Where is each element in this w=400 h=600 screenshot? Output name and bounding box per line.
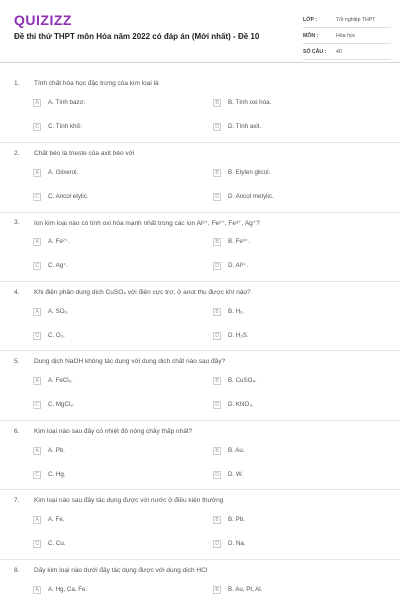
option-text: B. Au. bbox=[228, 447, 245, 454]
option-key-box: B bbox=[213, 238, 221, 246]
option-text: A. SO₂. bbox=[48, 308, 69, 315]
question-number: 3. bbox=[14, 219, 20, 226]
option-d[interactable] bbox=[213, 120, 369, 133]
option-text: B. Pb. bbox=[228, 516, 245, 523]
option-key-box: B bbox=[213, 447, 221, 455]
option-key-box: D bbox=[213, 262, 221, 270]
meta-value: Hóa học bbox=[336, 32, 356, 39]
option-d[interactable] bbox=[213, 398, 369, 411]
option-d[interactable] bbox=[213, 537, 369, 550]
option-key-box: D bbox=[213, 193, 221, 201]
question-number: 1. bbox=[14, 80, 20, 87]
option-d[interactable] bbox=[213, 190, 369, 203]
question-text: Kim loại nào sau đây tác dụng được với nước ở điều kiện thường bbox=[34, 497, 224, 504]
question-text: Ion kim loại nào có tính oxi hóa mạnh nhất trong các ion Al³⁺, Fe²⁺, Fe³⁺, Ag⁺? bbox=[34, 220, 260, 227]
option-text: A. Fe. bbox=[48, 516, 65, 523]
option-a[interactable] bbox=[33, 96, 189, 109]
option-a[interactable] bbox=[33, 374, 189, 387]
option-key-box: C bbox=[33, 401, 41, 409]
page-title: Đề thi thử THPT môn Hóa năm 2022 có đáp án (Mới nhất) - Đề 10 bbox=[14, 32, 260, 41]
question-number: 2. bbox=[14, 150, 20, 157]
option-text: A. Tính bazơ. bbox=[48, 99, 86, 106]
option-key-box: A bbox=[33, 586, 41, 594]
option-a[interactable] bbox=[33, 513, 189, 526]
option-text: B. H₂. bbox=[228, 308, 245, 315]
option-text: D. Tính axit. bbox=[228, 123, 262, 130]
option-text: D. KNO₃. bbox=[228, 401, 254, 408]
quizizz-logo: QUIZIZZ bbox=[14, 12, 72, 28]
option-b[interactable] bbox=[213, 235, 369, 248]
option-key-box: C bbox=[33, 123, 41, 131]
option-a[interactable] bbox=[33, 444, 189, 457]
option-key-box: A bbox=[33, 238, 41, 246]
meta-value: 40 bbox=[336, 48, 342, 55]
option-key-box: D bbox=[213, 540, 221, 548]
option-key-box: B bbox=[213, 586, 221, 594]
option-text: C. Cu. bbox=[48, 540, 66, 547]
question-text: Chất béo là trieste của axit béo với bbox=[34, 150, 135, 157]
option-text: B. Au, Pt, Al. bbox=[228, 586, 263, 593]
meta-row-subject bbox=[303, 28, 391, 44]
option-key-box: B bbox=[213, 99, 221, 107]
option-key-box: C bbox=[33, 262, 41, 270]
option-d[interactable] bbox=[213, 468, 369, 481]
option-text: C. Tính khử. bbox=[48, 123, 83, 130]
meta-label: LỚP : bbox=[303, 16, 318, 23]
option-key-box: A bbox=[33, 516, 41, 524]
option-c[interactable] bbox=[33, 398, 189, 411]
option-a[interactable] bbox=[33, 305, 189, 318]
question-text: Dung dịch NaOH không tác dụng với dung dịch chất nào sau đây? bbox=[34, 358, 226, 365]
option-b[interactable] bbox=[213, 96, 369, 109]
option-key-box: A bbox=[33, 377, 41, 385]
option-c[interactable] bbox=[33, 468, 189, 481]
option-b[interactable] bbox=[213, 305, 369, 318]
question-divider bbox=[0, 281, 400, 282]
option-key-box: B bbox=[213, 169, 221, 177]
option-text: B. Etylen glicol. bbox=[228, 169, 271, 176]
question-divider bbox=[0, 142, 400, 143]
option-text: C. MgCl₂. bbox=[48, 401, 75, 408]
option-key-box: C bbox=[33, 471, 41, 479]
meta-row-class bbox=[303, 12, 391, 28]
option-text: A. Hg, Ca, Fe. bbox=[48, 586, 88, 593]
question-number: 5. bbox=[14, 358, 20, 365]
option-text: C. Ancol etylic. bbox=[48, 193, 89, 200]
meta-table bbox=[303, 12, 391, 60]
option-text: B. CuSO₄. bbox=[228, 377, 257, 384]
option-key-box: D bbox=[213, 471, 221, 479]
option-b[interactable] bbox=[213, 374, 369, 387]
option-c[interactable] bbox=[33, 190, 189, 203]
question-text: Tính chất hóa học đặc trưng của kim loại là bbox=[34, 80, 159, 87]
option-c[interactable] bbox=[33, 259, 189, 272]
option-text: D. H₂S. bbox=[228, 332, 249, 339]
option-text: A. FeCl₂. bbox=[48, 377, 73, 384]
option-key-box: A bbox=[33, 447, 41, 455]
option-c[interactable] bbox=[33, 329, 189, 342]
option-b[interactable] bbox=[213, 166, 369, 179]
meta-label: SỐ CÂU : bbox=[303, 48, 327, 55]
question-divider bbox=[0, 489, 400, 490]
question-text: Kim loại nào sau đây có nhiệt độ nóng chảy thấp nhất? bbox=[34, 428, 193, 435]
question-divider bbox=[0, 420, 400, 421]
option-text: C. Ag⁺. bbox=[48, 262, 69, 269]
option-key-box: A bbox=[33, 99, 41, 107]
question-number: 6. bbox=[14, 428, 20, 435]
option-text: D. Ancol metylic. bbox=[228, 193, 274, 200]
option-text: C. O₂. bbox=[48, 332, 65, 339]
option-text: A. Fe²⁺. bbox=[48, 238, 70, 245]
option-text: D. Na. bbox=[228, 540, 246, 547]
option-a[interactable] bbox=[33, 583, 189, 596]
question-number: 4. bbox=[14, 289, 20, 296]
option-key-box: B bbox=[213, 377, 221, 385]
option-key-box: A bbox=[33, 308, 41, 316]
meta-row-count bbox=[303, 44, 391, 60]
option-a[interactable] bbox=[33, 166, 189, 179]
option-b[interactable] bbox=[213, 513, 369, 526]
option-key-box: D bbox=[213, 332, 221, 340]
option-text: C. Hg. bbox=[48, 471, 66, 478]
question-number: 8. bbox=[14, 567, 20, 574]
option-text: B. Tính oxi hóa. bbox=[228, 99, 272, 106]
option-a[interactable] bbox=[33, 235, 189, 248]
option-text: D. Al³⁺. bbox=[228, 262, 249, 269]
option-key-box: D bbox=[213, 123, 221, 131]
option-text: D. W. bbox=[228, 471, 244, 478]
option-d[interactable] bbox=[213, 329, 369, 342]
option-key-box: B bbox=[213, 308, 221, 316]
option-text: A. Pb. bbox=[48, 447, 65, 454]
option-key-box: C bbox=[33, 540, 41, 548]
option-text: A. Glixerol. bbox=[48, 169, 79, 176]
option-b[interactable] bbox=[213, 583, 369, 596]
question-divider bbox=[0, 212, 400, 213]
question-text: Khi điện phân dung dịch CuSO₄ với điện cực trơ, ở anot thu được khí nào? bbox=[34, 289, 251, 296]
question-divider bbox=[0, 559, 400, 560]
question-number: 7. bbox=[14, 497, 20, 504]
option-text: B. Fe³⁺. bbox=[228, 238, 250, 245]
option-c[interactable] bbox=[33, 120, 189, 133]
header-divider bbox=[0, 62, 400, 63]
option-b[interactable] bbox=[213, 444, 369, 457]
option-d[interactable] bbox=[213, 259, 369, 272]
option-key-box: A bbox=[33, 169, 41, 177]
option-key-box: D bbox=[213, 401, 221, 409]
option-key-box: B bbox=[213, 516, 221, 524]
option-c[interactable] bbox=[33, 537, 189, 550]
meta-value: Tốt nghiệp THPT bbox=[336, 16, 376, 23]
meta-label: MÔN : bbox=[303, 32, 319, 39]
option-key-box: C bbox=[33, 332, 41, 340]
question-divider bbox=[0, 350, 400, 351]
question-text: Dãy kim loại nào dưới đây tác dụng được với dung dịch HCl bbox=[34, 567, 208, 574]
option-key-box: C bbox=[33, 193, 41, 201]
